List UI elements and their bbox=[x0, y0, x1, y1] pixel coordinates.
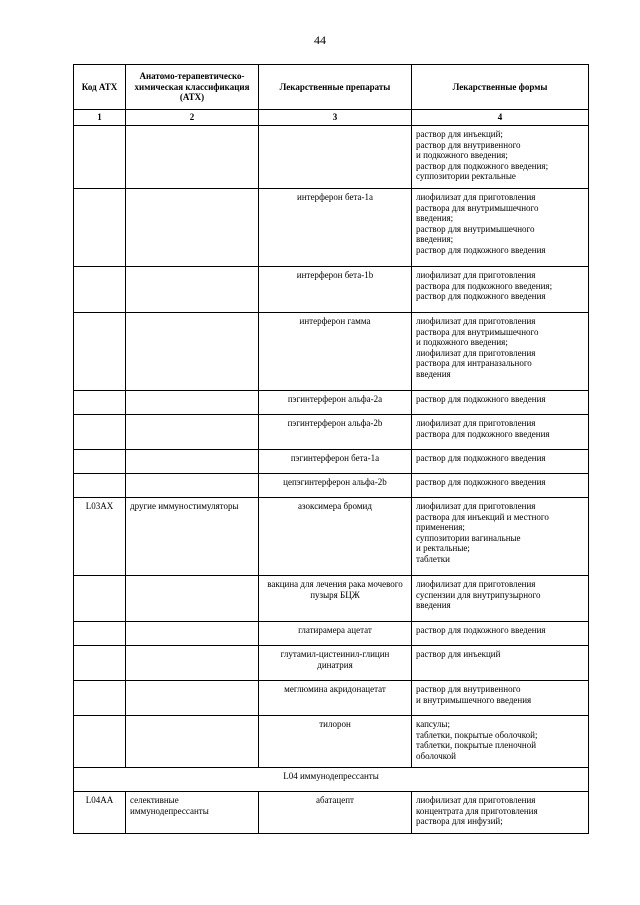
table-row bbox=[74, 498, 589, 576]
atc-code-cell bbox=[74, 391, 126, 415]
drug-cell: пэгинтерферон бета-1а bbox=[259, 450, 412, 474]
group-heading: L04 иммунодепрессанты bbox=[74, 768, 589, 792]
column-number-row bbox=[74, 110, 589, 126]
drug-cell: глутамил-цистеинил-глицин динатрия bbox=[259, 646, 412, 681]
atc-code-cell bbox=[74, 576, 126, 622]
header-atc-code: Код ATX bbox=[74, 65, 126, 110]
atc-code-cell: L04AA bbox=[74, 792, 126, 834]
table-row bbox=[74, 450, 589, 474]
header-dosage-forms: Лекарственные формы bbox=[412, 65, 589, 110]
drug-cell: тилорон bbox=[259, 716, 412, 768]
table-row bbox=[74, 391, 589, 415]
table-row bbox=[74, 267, 589, 313]
header-row bbox=[74, 65, 589, 110]
classification-cell bbox=[126, 646, 259, 681]
table-row bbox=[74, 189, 589, 267]
atc-code-cell bbox=[74, 622, 126, 646]
drug-cell: пэгинтерферон альфа-2а bbox=[259, 391, 412, 415]
classification-cell bbox=[126, 415, 259, 450]
drug-cell: пэгинтерферон альфа-2b bbox=[259, 415, 412, 450]
atc-code-cell bbox=[74, 415, 126, 450]
classification-cell: селективные иммунодепрессанты bbox=[126, 792, 259, 834]
atc-code-cell bbox=[74, 313, 126, 391]
drug-cell: интерферон бета-1b bbox=[259, 267, 412, 313]
dosage-forms-cell: лиофилизат для приготовления концентрата для приготовления раствора для инфузий; bbox=[412, 792, 589, 834]
drug-cell bbox=[259, 126, 412, 189]
atc-code-cell bbox=[74, 450, 126, 474]
atc-drug-table bbox=[73, 64, 589, 834]
page-number: 44 bbox=[314, 33, 326, 47]
group-heading-row bbox=[74, 768, 589, 792]
dosage-forms-cell: лиофилизат для приготовления раствора для подкожного введения; раствор для подкожного введения bbox=[412, 267, 589, 313]
column-number: 3 bbox=[259, 110, 412, 126]
classification-cell bbox=[126, 126, 259, 189]
drug-cell: меглюмина акридонацетат bbox=[259, 681, 412, 716]
dosage-forms-cell: раствор для подкожного введения bbox=[412, 450, 589, 474]
classification-cell bbox=[126, 716, 259, 768]
dosage-forms-cell: раствор для инъекций bbox=[412, 646, 589, 681]
atc-code-cell bbox=[74, 126, 126, 189]
classification-cell bbox=[126, 313, 259, 391]
classification-cell bbox=[126, 681, 259, 716]
dosage-forms-cell: лиофилизат для приготовления раствора для внутримышечного введения; раствор для внутримышечного введения; раствор для подкожного введения bbox=[412, 189, 589, 267]
dosage-forms-cell: лиофилизат для приготовления раствора для инъекций и местного применения; суппозитории вагинальные и ректальные; таблетки bbox=[412, 498, 589, 576]
dosage-forms-cell: раствор для подкожного введения bbox=[412, 622, 589, 646]
atc-code-cell bbox=[74, 189, 126, 267]
column-number: 4 bbox=[412, 110, 589, 126]
atc-code-cell: L03AX bbox=[74, 498, 126, 576]
classification-cell bbox=[126, 391, 259, 415]
drug-cell: азоксимера бромид bbox=[259, 498, 412, 576]
drug-cell: вакцина для лечения рака мочевого пузыря БЦЖ bbox=[259, 576, 412, 622]
table-row bbox=[74, 681, 589, 716]
dosage-forms-cell: лиофилизат для приготовления суспензии для внутрипузырного введения bbox=[412, 576, 589, 622]
atc-code-cell bbox=[74, 267, 126, 313]
atc-code-cell bbox=[74, 716, 126, 768]
classification-cell bbox=[126, 450, 259, 474]
dosage-forms-cell: раствор для инъекций; раствор для внутривенного и подкожного введения; раствор для подкожного введения; суппозитории ректальные bbox=[412, 126, 589, 189]
table-row bbox=[74, 126, 589, 189]
header-atc-classification: Анатомо-терапевтическо-химическая классификация (АТХ) bbox=[126, 65, 259, 110]
table-row bbox=[74, 716, 589, 768]
atc-code-cell bbox=[74, 474, 126, 498]
drug-cell: интерферон бета-1а bbox=[259, 189, 412, 267]
drug-cell: абатацепт bbox=[259, 792, 412, 834]
drug-cell: глатирамера ацетат bbox=[259, 622, 412, 646]
dosage-forms-cell: лиофилизат для приготовления раствора для подкожного введения bbox=[412, 415, 589, 450]
drug-cell: интерферон гамма bbox=[259, 313, 412, 391]
classification-cell bbox=[126, 267, 259, 313]
classification-cell bbox=[126, 189, 259, 267]
table-row bbox=[74, 313, 589, 391]
classification-cell bbox=[126, 474, 259, 498]
table-row bbox=[74, 792, 589, 834]
table-row bbox=[74, 576, 589, 622]
column-number: 2 bbox=[126, 110, 259, 126]
classification-cell bbox=[126, 622, 259, 646]
table-row bbox=[74, 474, 589, 498]
classification-cell bbox=[126, 576, 259, 622]
dosage-forms-cell: раствор для внутривенного и внутримышечного введения bbox=[412, 681, 589, 716]
column-number: 1 bbox=[74, 110, 126, 126]
dosage-forms-cell: лиофилизат для приготовления раствора для внутримышечного и подкожного введения; лиофилизат для приготовления раствора для интраназального введения bbox=[412, 313, 589, 391]
classification-cell: другие иммуностимуляторы bbox=[126, 498, 259, 576]
dosage-forms-cell: раствор для подкожного введения bbox=[412, 391, 589, 415]
table-row bbox=[74, 646, 589, 681]
dosage-forms-cell: капсулы; таблетки, покрытые оболочкой; таблетки, покрытые пленочной оболочкой bbox=[412, 716, 589, 768]
table-row bbox=[74, 622, 589, 646]
atc-code-cell bbox=[74, 646, 126, 681]
table-row bbox=[74, 415, 589, 450]
atc-code-cell bbox=[74, 681, 126, 716]
header-drugs: Лекарственные препараты bbox=[259, 65, 412, 110]
dosage-forms-cell: раствор для подкожного введения bbox=[412, 474, 589, 498]
drug-cell: цепэгинтерферон альфа-2b bbox=[259, 474, 412, 498]
